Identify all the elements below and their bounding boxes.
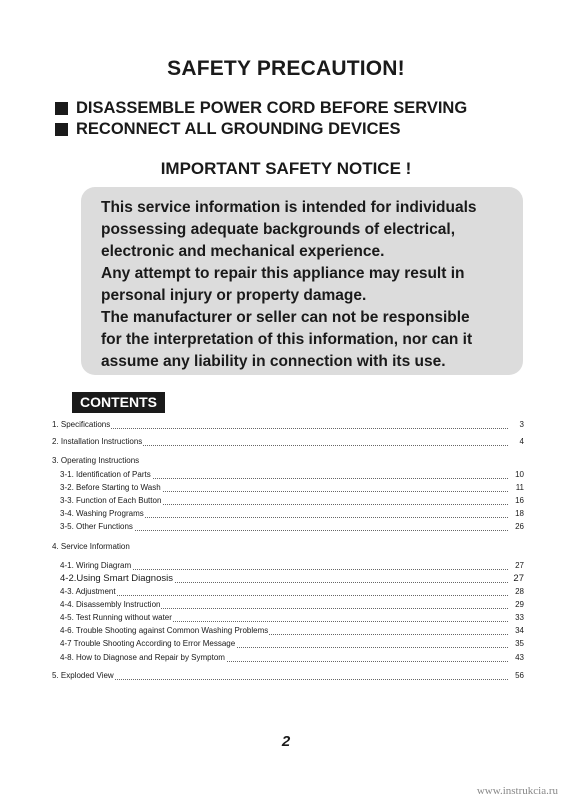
toc-page: 3	[508, 419, 524, 431]
notice-line: assume any liability in connection with its use.	[101, 353, 446, 370]
toc-page: 33	[508, 612, 524, 624]
black-square-bullet-icon	[55, 102, 68, 115]
toc-entry[interactable]	[0, 670, 572, 682]
toc-section-heading	[0, 541, 572, 553]
toc-page: 34	[508, 625, 524, 637]
toc-label: 4-8. How to Diagnose and Repair by Symptom	[60, 653, 225, 662]
toc-page: 43	[508, 652, 524, 664]
notice-line: personal injury or property damage.	[101, 287, 367, 304]
notice-line: for the interpretation of this information, nor can it	[101, 331, 473, 348]
toc-page: 4	[508, 436, 524, 448]
page-number: 2	[281, 733, 291, 750]
toc-label: 4-7 Trouble Shooting According to Error Message	[60, 639, 236, 648]
toc-page: 29	[508, 599, 524, 611]
toc-page: 10	[508, 469, 524, 481]
toc-label: 4-1. Wiring Diagram	[60, 561, 132, 570]
safety-notice-box	[81, 187, 523, 375]
toc-label: 1. Specifications	[52, 420, 111, 429]
toc-entry[interactable]	[0, 419, 572, 431]
toc-page: 27	[508, 573, 524, 585]
toc-label: 3-2. Before Starting to Wash	[60, 483, 161, 492]
toc-label: 3-5. Other Functions	[60, 522, 133, 531]
toc-label: 3-4. Washing Programs	[60, 509, 144, 518]
toc-entry[interactable]	[0, 436, 572, 448]
contents-heading: CONTENTS	[72, 392, 165, 413]
toc-page: 28	[508, 586, 524, 598]
toc-label: 4-4. Disassembly Instruction	[60, 600, 161, 609]
toc-label: 4-3. Adjustment	[60, 587, 116, 596]
toc-label: 3-1. Identification of Parts	[60, 470, 151, 479]
toc-entry[interactable]	[0, 652, 572, 664]
warning-grounding	[55, 120, 401, 139]
notice-line: Any attempt to repair this appliance may result in	[101, 265, 465, 282]
toc-label: 4-6. Trouble Shooting against Common Washing Problems	[60, 626, 269, 635]
toc-page: 26	[508, 521, 524, 533]
page-title: SAFETY PRECAUTION!	[167, 57, 405, 80]
toc-page: 35	[508, 638, 524, 650]
warning-text: DISASSEMBLE POWER CORD BEFORE SERVING	[76, 99, 468, 117]
toc-label: 2. Installation Instructions	[52, 437, 143, 446]
black-square-bullet-icon	[55, 123, 68, 136]
toc-page: 18	[508, 508, 524, 520]
notice-line: This service information is intended for individuals	[101, 199, 477, 216]
warning-text: RECONNECT ALL GROUNDING DEVICES	[76, 120, 401, 138]
toc-label: 4. Service Information	[52, 542, 130, 551]
toc-page: 56	[508, 670, 524, 682]
toc-label: 5. Exploded View	[52, 671, 114, 680]
toc-page: 27	[508, 560, 524, 572]
toc-entry[interactable]	[0, 521, 572, 533]
notice-title: IMPORTANT SAFETY NOTICE !	[160, 159, 412, 178]
notice-line: The manufacturer or seller can not be responsible	[101, 309, 470, 326]
notice-line: electronic and mechanical experience.	[101, 243, 385, 260]
toc-page: 11	[508, 482, 524, 494]
toc-label: 3-3. Function of Each Button	[60, 496, 162, 505]
toc-label: 4-5. Test Running without water	[60, 613, 172, 622]
watermark: www.instrukcia.ru	[476, 785, 558, 797]
toc-label: 3. Operating Instructions	[52, 456, 140, 465]
toc-label: 4-2.Using Smart Diagnosis	[60, 573, 173, 584]
warning-power-cord	[55, 99, 467, 118]
toc-page: 16	[508, 495, 524, 507]
notice-line: possessing adequate backgrounds of electrical,	[101, 221, 456, 238]
